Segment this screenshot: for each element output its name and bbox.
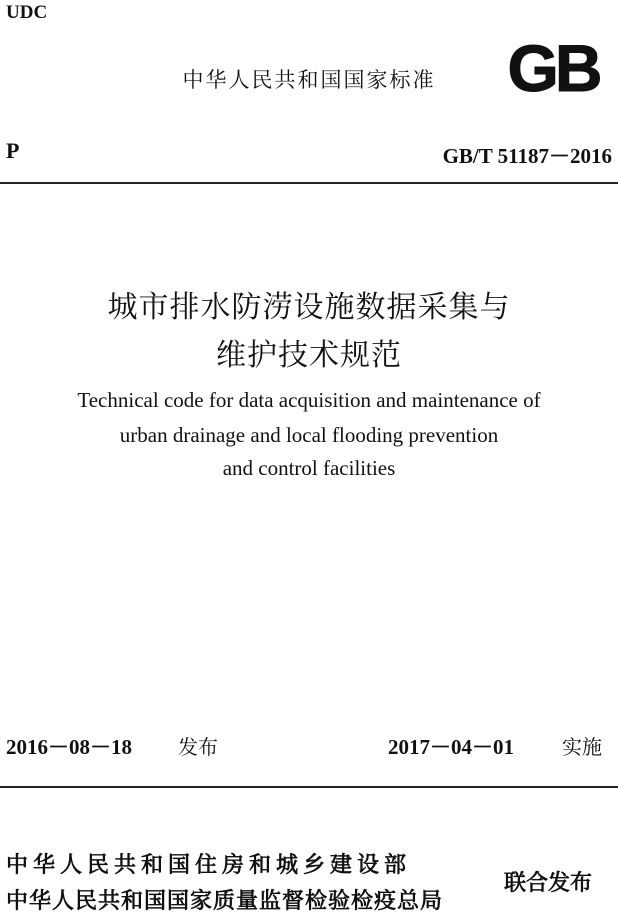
national-standard-heading: 中华人民共和国国家标准 bbox=[182, 68, 436, 92]
title-en-line3: and control facilities bbox=[222, 456, 396, 480]
gb-logo-text: GB bbox=[507, 36, 599, 96]
top-divider bbox=[0, 182, 618, 184]
standard-number: GB/T 51187－2016 bbox=[442, 144, 612, 168]
issuer-quality-supervision: 中华人民共和国国家质量监督检验检疫总局 bbox=[6, 889, 444, 914]
issue-label: 发布 bbox=[178, 735, 218, 759]
issue-date: 2016－08－18 bbox=[6, 735, 132, 759]
gb-logo bbox=[492, 36, 614, 96]
issuer-ministry-housing: 中华人民共和国住房和城乡建设部 bbox=[6, 853, 412, 878]
title-en-line1: Technical code for data acquisition and maintenance of bbox=[77, 388, 541, 412]
implementation-date: 2017－04－01 bbox=[388, 735, 514, 759]
title-en-line2: urban drainage and local flooding prevention bbox=[119, 423, 499, 447]
bottom-divider bbox=[0, 786, 618, 788]
udc-label: UDC bbox=[6, 2, 48, 23]
classification-code: P bbox=[6, 138, 20, 163]
joint-issue-label: 联合发布 bbox=[504, 871, 593, 896]
implementation-label: 实施 bbox=[562, 735, 602, 759]
title-cn-line2: 维护技术规范 bbox=[216, 339, 402, 372]
title-cn-line1: 城市排水防涝设施数据采集与 bbox=[107, 291, 511, 324]
